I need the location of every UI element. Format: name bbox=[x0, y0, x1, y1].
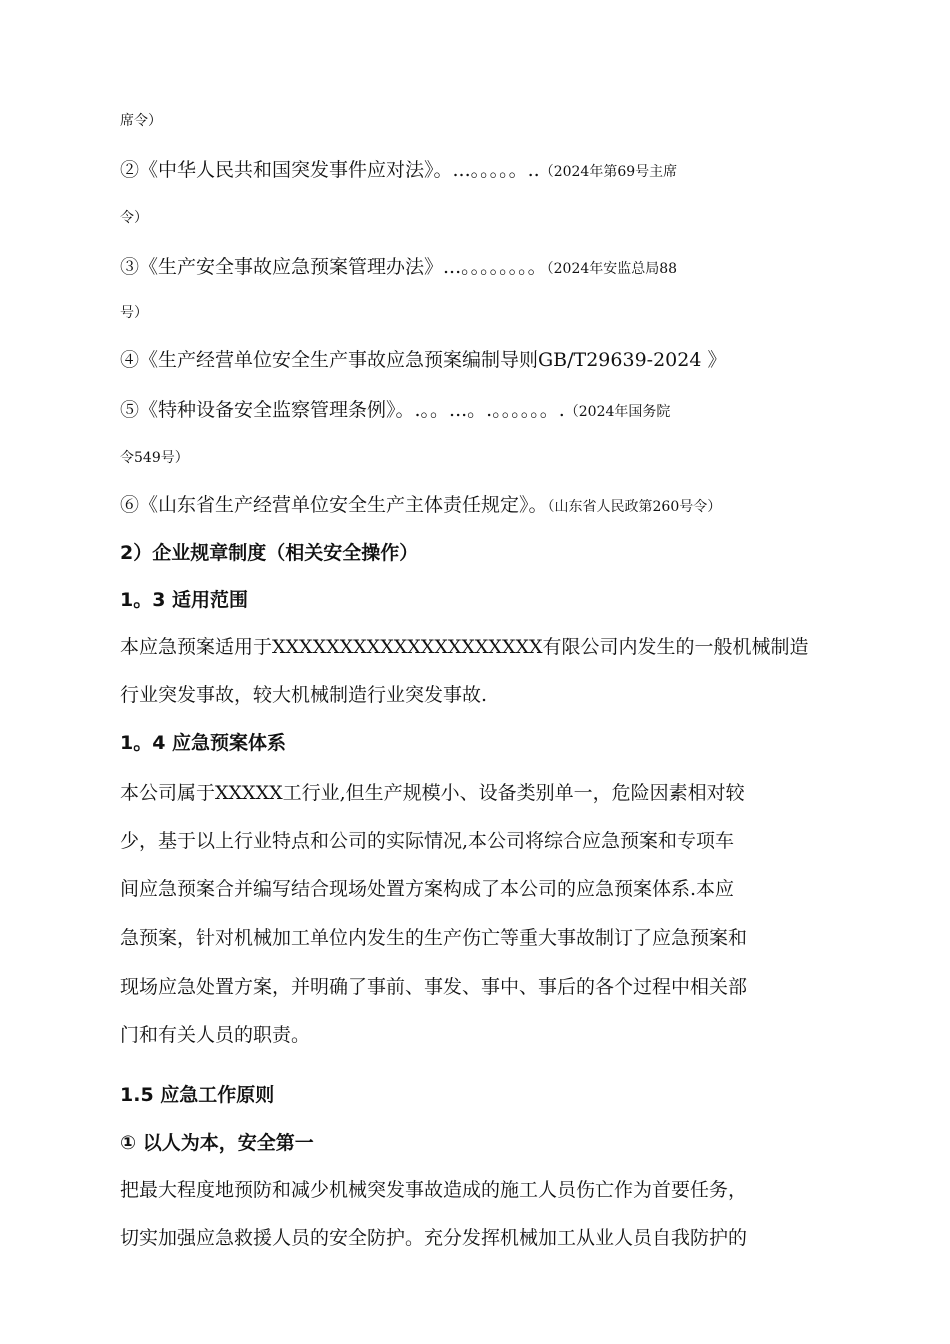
paragraph-line: 切实加强应急救援人员的安全防护。充分发挥机械加工从业人员自我防护的 bbox=[120, 1227, 748, 1249]
paragraph-line: 把最大程度地预防和减少机械突发事故造成的施工人员伤亡作为首要任务， bbox=[120, 1179, 748, 1201]
law-note: （山东省人民政第260号令） bbox=[547, 499, 722, 515]
section-heading: 2）企业规章制度（相关安全操作） bbox=[120, 542, 419, 564]
paragraph-line: 间应急预案合并编写结合现场处置方案构成了本公司的应急预案体系.本应 bbox=[120, 878, 735, 900]
law-note: （2024年安监总局88 bbox=[546, 261, 678, 277]
sub-heading: ① 以人为本，安全第一 bbox=[120, 1132, 314, 1154]
paragraph-line: 本应急预案适用于XXXXXXXXXXXXXXXXXXXX有限公司内发生的一般机械制造 bbox=[120, 636, 809, 658]
section-heading: 1。4 应急预案体系 bbox=[120, 732, 287, 754]
text-line: 席令） bbox=[120, 113, 162, 129]
section-heading: 1。3 适用范围 bbox=[120, 589, 249, 611]
text-line: 号） bbox=[120, 305, 148, 321]
paragraph-line: 少，基于以上行业特点和公司的实际情况,本公司将综合应急预案和专项车 bbox=[120, 830, 735, 852]
law-note: （2024年国务院 bbox=[564, 404, 671, 420]
paragraph-line: 现场应急处置方案，并明确了事前、事发、事中、事后的各个过程中相关部 bbox=[120, 976, 748, 998]
law-item-2: ②《中华人民共和国突发事件应对法》。...。。。。。..（2024年第69号主席 bbox=[120, 159, 678, 181]
paragraph-line: 行业突发事故，较大机械制造行业突发事故. bbox=[120, 684, 488, 706]
law-item-5: ⑤《特种设备安全监察管理条例》。.。。...。.。。。。。。.（2024年国务院 bbox=[120, 399, 671, 421]
paragraph-line: 急预案，针对机械加工单位内发生的生产伤亡等重大事故制订了应急预案和 bbox=[120, 927, 748, 949]
law-item-6: ⑥《山东省生产经营单位安全生产主体责任规定》。（山东省人民政第260号令） bbox=[120, 494, 722, 516]
section-heading: 1.5 应急工作原则 bbox=[120, 1084, 275, 1106]
text-line: 令） bbox=[120, 210, 148, 226]
law-item-3: ③《生产安全事故应急预案管理办法》...。。。。。。。。（2024年安监总局88 bbox=[120, 256, 678, 278]
paragraph-line: 本公司属于XXXXX工行业,但生产规模小、设备类别单一，危险因素相对较 bbox=[120, 782, 745, 804]
law-item-4: ④《生产经营单位安全生产事故应急预案编制导则GB/T29639-2024 》 bbox=[120, 349, 727, 371]
law-note: （2024年第69号主席 bbox=[539, 164, 678, 180]
paragraph-line: 门和有关人员的职责。 bbox=[120, 1024, 311, 1046]
text-line: 令549号） bbox=[120, 450, 189, 466]
